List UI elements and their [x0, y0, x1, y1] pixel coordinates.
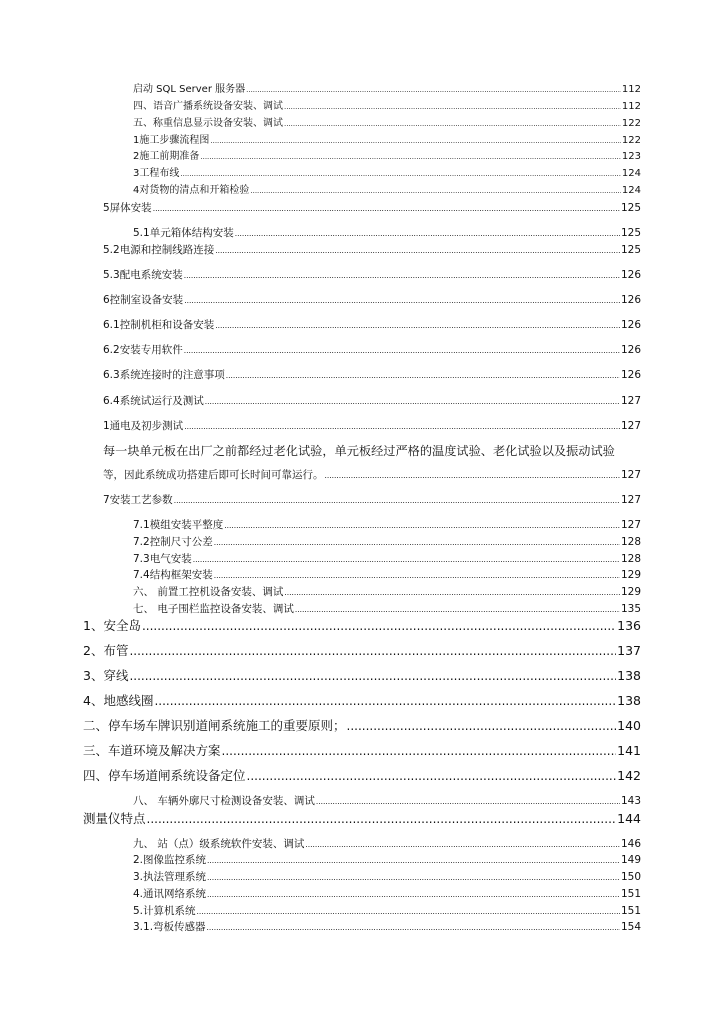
toc-entry[interactable] — [83, 618, 641, 633]
toc-leader-dots — [147, 811, 617, 826]
toc-leader-dots — [129, 668, 616, 683]
toc-entry[interactable] — [133, 185, 641, 197]
toc-entry-page: 125 — [620, 227, 641, 239]
toc-entry-title: 四、停车场道闸系统设备定位 — [83, 768, 246, 783]
toc-entry-title: 7.2控制尺寸公差 — [133, 536, 213, 548]
toc-entry[interactable] — [133, 536, 641, 549]
toc-entry[interactable] — [133, 553, 641, 566]
toc-entry[interactable] — [83, 768, 641, 783]
toc-entry-title: 1施工步骤流程图 — [133, 135, 210, 146]
toc-entry-title: 2、布管 — [83, 643, 129, 658]
toc-entry[interactable] — [103, 395, 641, 408]
toc-entry-title: 等，因此系统成功搭建后即可长时间可靠运行。 — [103, 469, 324, 481]
toc-entry-page: 143 — [620, 795, 641, 807]
toc-entry[interactable] — [83, 718, 641, 733]
toc-leader-dots — [197, 905, 620, 918]
toc-entry[interactable] — [133, 603, 641, 616]
toc-entry[interactable] — [133, 519, 641, 532]
toc-leader-dots — [184, 294, 620, 307]
toc-entry[interactable] — [83, 693, 641, 708]
toc-entry-title: 5.3配电系统安装 — [103, 269, 183, 281]
toc-entry-page: 150 — [620, 871, 641, 883]
toc-entry-title: 7安装工艺参数 — [103, 494, 173, 506]
toc-entry[interactable] — [133, 168, 641, 180]
toc-entry-page: 125 — [620, 244, 641, 256]
toc-entry-page: 122 — [621, 135, 641, 146]
toc-entry-page: 123 — [621, 151, 641, 162]
toc-entry-title: 6控制室设备安装 — [103, 294, 184, 306]
toc-leader-dots — [295, 603, 620, 616]
toc-entry-page: 127 — [620, 420, 641, 432]
toc-entry[interactable] — [103, 244, 641, 257]
toc-leader-dots — [174, 494, 620, 507]
toc-entry-page: 146 — [620, 838, 641, 850]
toc-entry-title: 1、安全岛 — [83, 618, 141, 633]
toc-entry-page: 124 — [621, 185, 641, 196]
toc-entry[interactable] — [133, 135, 641, 147]
toc-entry-page: 128 — [620, 536, 641, 548]
toc-leader-dots — [246, 84, 621, 96]
toc-leader-dots — [325, 469, 620, 482]
toc-entry-page: 142 — [617, 768, 641, 783]
toc-leader-dots — [193, 553, 620, 566]
toc-leader-dots — [284, 586, 620, 599]
toc-leader-dots — [235, 227, 620, 240]
toc-entry[interactable] — [103, 269, 641, 282]
toc-leader-dots — [129, 643, 616, 658]
toc-entry-page: 151 — [620, 888, 641, 900]
toc-entry[interactable] — [133, 921, 641, 934]
toc-entry[interactable] — [83, 668, 641, 683]
toc-entry-title: 6.2安装专用软件 — [103, 344, 183, 356]
toc-leader-dots — [207, 921, 620, 934]
toc-entry[interactable] — [133, 586, 641, 599]
toc-entry-title: 九、 站（点）级系统软件安装、调试 — [133, 838, 305, 850]
toc-entry-page: 127 — [620, 395, 641, 407]
toc-entry-title: 7.4结构框架安装 — [133, 569, 213, 581]
toc-entry[interactable] — [83, 743, 641, 758]
toc-entry-page: 137 — [617, 643, 641, 658]
toc-entry-page: 135 — [620, 603, 641, 615]
toc-entry-page: 128 — [620, 553, 641, 565]
toc-leader-dots — [316, 795, 620, 808]
toc-entry[interactable] — [103, 369, 641, 382]
toc-entry-page: 129 — [620, 586, 641, 598]
toc-entry-title: 7.3电气安装 — [133, 553, 192, 565]
toc-leader-dots — [224, 519, 620, 532]
toc-entry[interactable] — [133, 84, 641, 96]
toc-entry-page: 127 — [620, 519, 641, 531]
toc-entry-page: 129 — [620, 569, 641, 581]
toc-entry-page: 124 — [621, 168, 641, 179]
toc-leader-dots — [284, 118, 621, 130]
toc-entry-page: 126 — [620, 369, 641, 381]
toc-entry[interactable] — [133, 227, 641, 240]
toc-leader-dots — [207, 854, 620, 867]
toc-entry[interactable] — [133, 101, 641, 113]
toc-entry-title: 7.1模组安装平整度 — [133, 519, 224, 531]
toc-entry[interactable] — [133, 118, 641, 130]
toc-entry-title: 6.1控制机柜和设备安装 — [103, 319, 215, 331]
toc-leader-dots — [215, 244, 620, 257]
toc-entry[interactable] — [103, 202, 641, 215]
toc-leader-dots — [207, 888, 620, 901]
toc-entry-title: 七、 电子围栏监控设备安装、调试 — [133, 603, 294, 615]
toc-entry[interactable] — [133, 888, 641, 901]
toc-entry-page: 122 — [621, 118, 641, 129]
toc-entry-title: 4、地感线圈 — [83, 693, 154, 708]
toc-entry-page: 136 — [617, 618, 641, 633]
toc-entry-title: 3、穿线 — [83, 668, 129, 683]
toc-entry[interactable] — [133, 905, 641, 918]
toc-entry-title: 2施工前期准备 — [133, 151, 200, 162]
toc-entry-title: 4.通讯网络系统 — [133, 888, 207, 900]
toc-entry-page: 126 — [620, 319, 641, 331]
toc-entry[interactable] — [133, 838, 641, 851]
toc-entry-title: 1通电及初步测试 — [103, 420, 184, 432]
toc-entry[interactable] — [103, 344, 641, 357]
toc-entry[interactable] — [83, 811, 641, 826]
toc-entry-page: 154 — [620, 921, 641, 933]
toc-entry-page: 141 — [617, 743, 641, 758]
toc-entry-page: 126 — [620, 344, 641, 356]
toc-entry[interactable] — [133, 854, 641, 867]
toc-entry-title: 二、停车场车牌识别道闸系统施工的重要原则； — [83, 718, 346, 733]
toc-entry-title: 5.2电源和控制线路连接 — [103, 244, 215, 256]
toc-entry[interactable] — [103, 420, 641, 433]
toc-entry-page: 127 — [620, 494, 641, 506]
toc-entry[interactable] — [103, 294, 641, 307]
toc-entry-title: 八、 车辆外廓尺寸检测设备安装、调试 — [133, 795, 315, 807]
toc-entry[interactable] — [103, 469, 641, 482]
toc-leader-dots — [184, 269, 620, 282]
toc-entry[interactable] — [133, 871, 641, 884]
toc-leader-dots — [153, 202, 620, 215]
toc-entry[interactable] — [133, 569, 641, 582]
toc-entry-title: 6.4系统试运行及测试 — [103, 395, 204, 407]
toc-entry-page: 138 — [617, 693, 641, 708]
toc-entry-title: 5.1单元箱体结构安装 — [133, 227, 234, 239]
toc-entry-page: 138 — [617, 668, 641, 683]
toc-entry-page: 112 — [621, 101, 641, 112]
toc-leader-dots — [226, 369, 620, 382]
toc-leader-dots — [200, 151, 621, 163]
toc-leader-dots — [284, 101, 621, 113]
toc-leader-dots — [250, 185, 621, 197]
toc-leader-dots — [154, 693, 616, 708]
toc-entry-page: 126 — [620, 294, 641, 306]
toc-entry-title: 5.计算机系统 — [133, 905, 196, 917]
toc-entry-title: 六、 前置工控机设备安装、调试 — [133, 586, 284, 598]
toc-leader-dots — [222, 743, 617, 758]
body-paragraph: 每一块单元板在出厂之前都经过老化试验，单元板经过严格的温度试验、老化试验以及振动试验 — [103, 444, 615, 458]
toc-leader-dots — [347, 718, 617, 733]
toc-entry-title: 3.执法管理系统 — [133, 871, 207, 883]
toc-entry-page: 127 — [620, 469, 641, 481]
toc-entry-page: 149 — [620, 854, 641, 866]
toc-leader-dots — [247, 768, 617, 783]
toc-entry-title: 4对货物的清点和开箱检验 — [133, 185, 250, 196]
toc-entry-title: 四、语音广播系统设备安装、调试 — [133, 101, 283, 112]
toc-entry-title: 启动 SQL Server 服务器 — [133, 84, 246, 95]
toc-entry-page: 126 — [620, 269, 641, 281]
toc-leader-dots — [214, 536, 620, 549]
toc-entry-title: 3工程布线 — [133, 168, 180, 179]
toc-entry[interactable] — [133, 795, 641, 808]
toc-entry[interactable] — [83, 643, 641, 658]
toc-entry-page: 112 — [621, 84, 641, 95]
toc-leader-dots — [184, 420, 620, 433]
toc-leader-dots — [210, 135, 621, 147]
toc-leader-dots — [205, 395, 620, 408]
toc-leader-dots — [215, 319, 620, 332]
toc-leader-dots — [214, 569, 620, 582]
toc-entry[interactable] — [103, 494, 641, 507]
toc-leader-dots — [305, 838, 620, 851]
toc-entry-title: 三、车道环境及解决方案 — [83, 743, 221, 758]
toc-entry-title: 6.3系统连接时的注意事项 — [103, 369, 225, 381]
toc-entry-title: 2.图像监控系统 — [133, 854, 207, 866]
toc-leader-dots — [180, 168, 621, 180]
toc-entry[interactable] — [133, 151, 641, 163]
toc-entry-title: 测量仪特点 — [83, 811, 146, 826]
toc-entry-title: 5屏体安装 — [103, 202, 152, 214]
toc-entry-title: 五、称重信息显示设备安装、调试 — [133, 118, 283, 129]
toc-entry-page: 140 — [617, 718, 641, 733]
toc-entry-page: 144 — [617, 811, 641, 826]
toc-entry[interactable] — [103, 319, 641, 332]
toc-entry-page: 151 — [620, 905, 641, 917]
toc-leader-dots — [207, 871, 620, 884]
toc-leader-dots — [142, 618, 616, 633]
toc-entry-page: 125 — [620, 202, 641, 214]
toc-entry-title: 3.1.弯板传感器 — [133, 921, 206, 933]
toc-leader-dots — [184, 344, 620, 357]
